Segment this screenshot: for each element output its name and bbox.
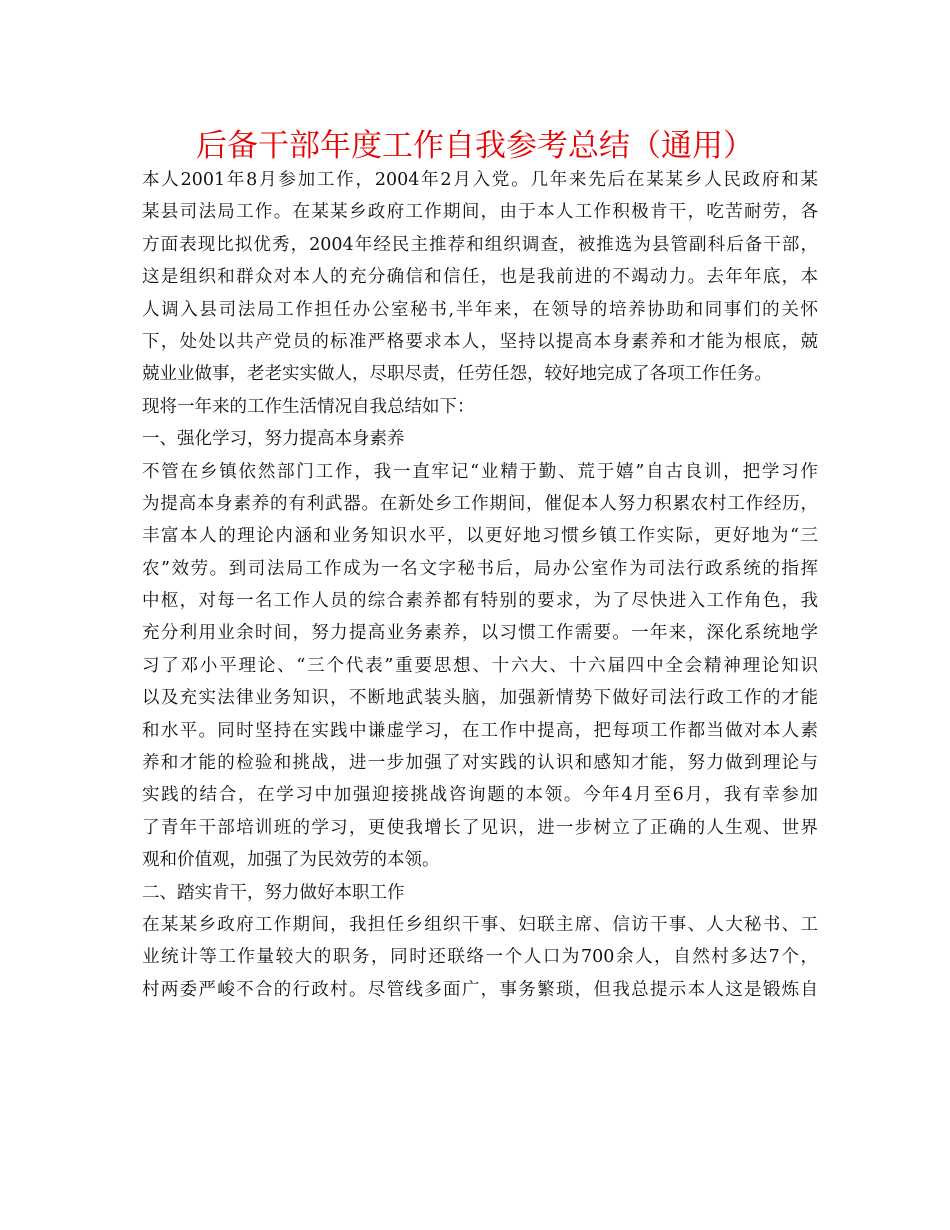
body-line: 农”效劳。到司法局工作成为一名文字秘书后，局办公室作为司法行政系统的指挥: [142, 558, 818, 579]
body-line: 实践的结合，在学习中加强迎接挑战咨询题的本领。今年4月至6月，我有幸参加: [142, 785, 818, 806]
body-line: 中枢，对每一名工作人员的综合素养都有特别的要求，为了尽快进入工作角色，我: [142, 591, 818, 612]
body-line: 不管在乡镇依然部门工作，我一直牢记“业精于勤、荒于嬉”自古良训，把学习作: [142, 461, 818, 482]
body-line: 这是组织和群众对本人的充分确信和信任，也是我前进的不竭动力。去年年底，本: [142, 267, 818, 288]
body-line: 方面表现比拟优秀，2004年经民主推荐和组织调查，被推选为县管副科后备干部，: [142, 234, 818, 255]
body-line: 业统计等工作量较大的职务，同时还联络一个人口为700余人，自然村多达7个，: [142, 947, 818, 968]
body-line: 在某某乡政府工作期间，我担任乡组织干事、妇联主席、信访干事、人大秘书、工: [142, 914, 818, 935]
body-line: 兢业业做事，老老实实做人，尽职尽责，任劳任怨，较好地完成了各项工作任务。: [142, 364, 772, 385]
body-line: 人调入县司法局工作担任办公室秘书,半年来，在领导的培养协助和同事们的关怀: [142, 299, 818, 320]
body-line: 现将一年来的工作生活情况自我总结如下：: [142, 396, 475, 417]
body-line: 观和价值观，加强了为民效劳的本领。: [142, 850, 440, 871]
document-body: [142, 164, 818, 1006]
body-line: 养和才能的检验和挑战，进一步加强了对实践的认识和感知才能，努力做到理论与: [142, 753, 818, 774]
body-line: 和水平。同时坚持在实践中谦虚学习，在工作中提高，把每项工作都当做对本人素: [142, 720, 818, 741]
body-line: 充分利用业余时间，努力提高业务素养，以习惯工作需要。一年来，深化系统地学: [142, 623, 818, 644]
body-line: 二、踏实肯干，努力做好本职工作: [142, 882, 405, 903]
document-title: 后备干部年度工作自我参考总结（通用）: [196, 128, 754, 164]
body-line: 某县司法局工作。在某某乡政府工作期间，由于本人工作积极肯干，吃苦耐劳，各: [142, 202, 818, 223]
body-line: 本人2001年8月参加工作，2004年2月入党。几年来先后在某某乡人民政府和某: [142, 170, 818, 190]
body-line: 习了邓小平理论、“三个代表”重要思想、十六大、十六届四中全会精神理论知识: [142, 655, 818, 676]
body-line: 村两委严峻不合的行政村。尽管线多面广，事务繁琐，但我总提示本人这是锻炼自: [142, 979, 818, 1000]
body-line: 以及充实法律业务知识，不断地武装头脑，加强新情势下做好司法行政工作的才能: [142, 688, 818, 709]
body-line: 了青年干部培训班的学习，更使我增长了见识，进一步树立了正确的人生观、世界: [142, 817, 818, 838]
body-line: 为提高本身素养的有利武器。在新处乡工作期间，催促本人努力积累农村工作经历，: [142, 493, 818, 514]
body-line: 一、强化学习，努力提高本身素养: [142, 429, 405, 450]
body-line: 丰富本人的理论内涵和业务知识水平，以更好地习惯乡镇工作实际，更好地为“三: [142, 526, 818, 547]
body-line: 下，处处以共产党员的标准严格要求本人，坚持以提高本身素养和才能为根底，兢: [142, 331, 818, 352]
